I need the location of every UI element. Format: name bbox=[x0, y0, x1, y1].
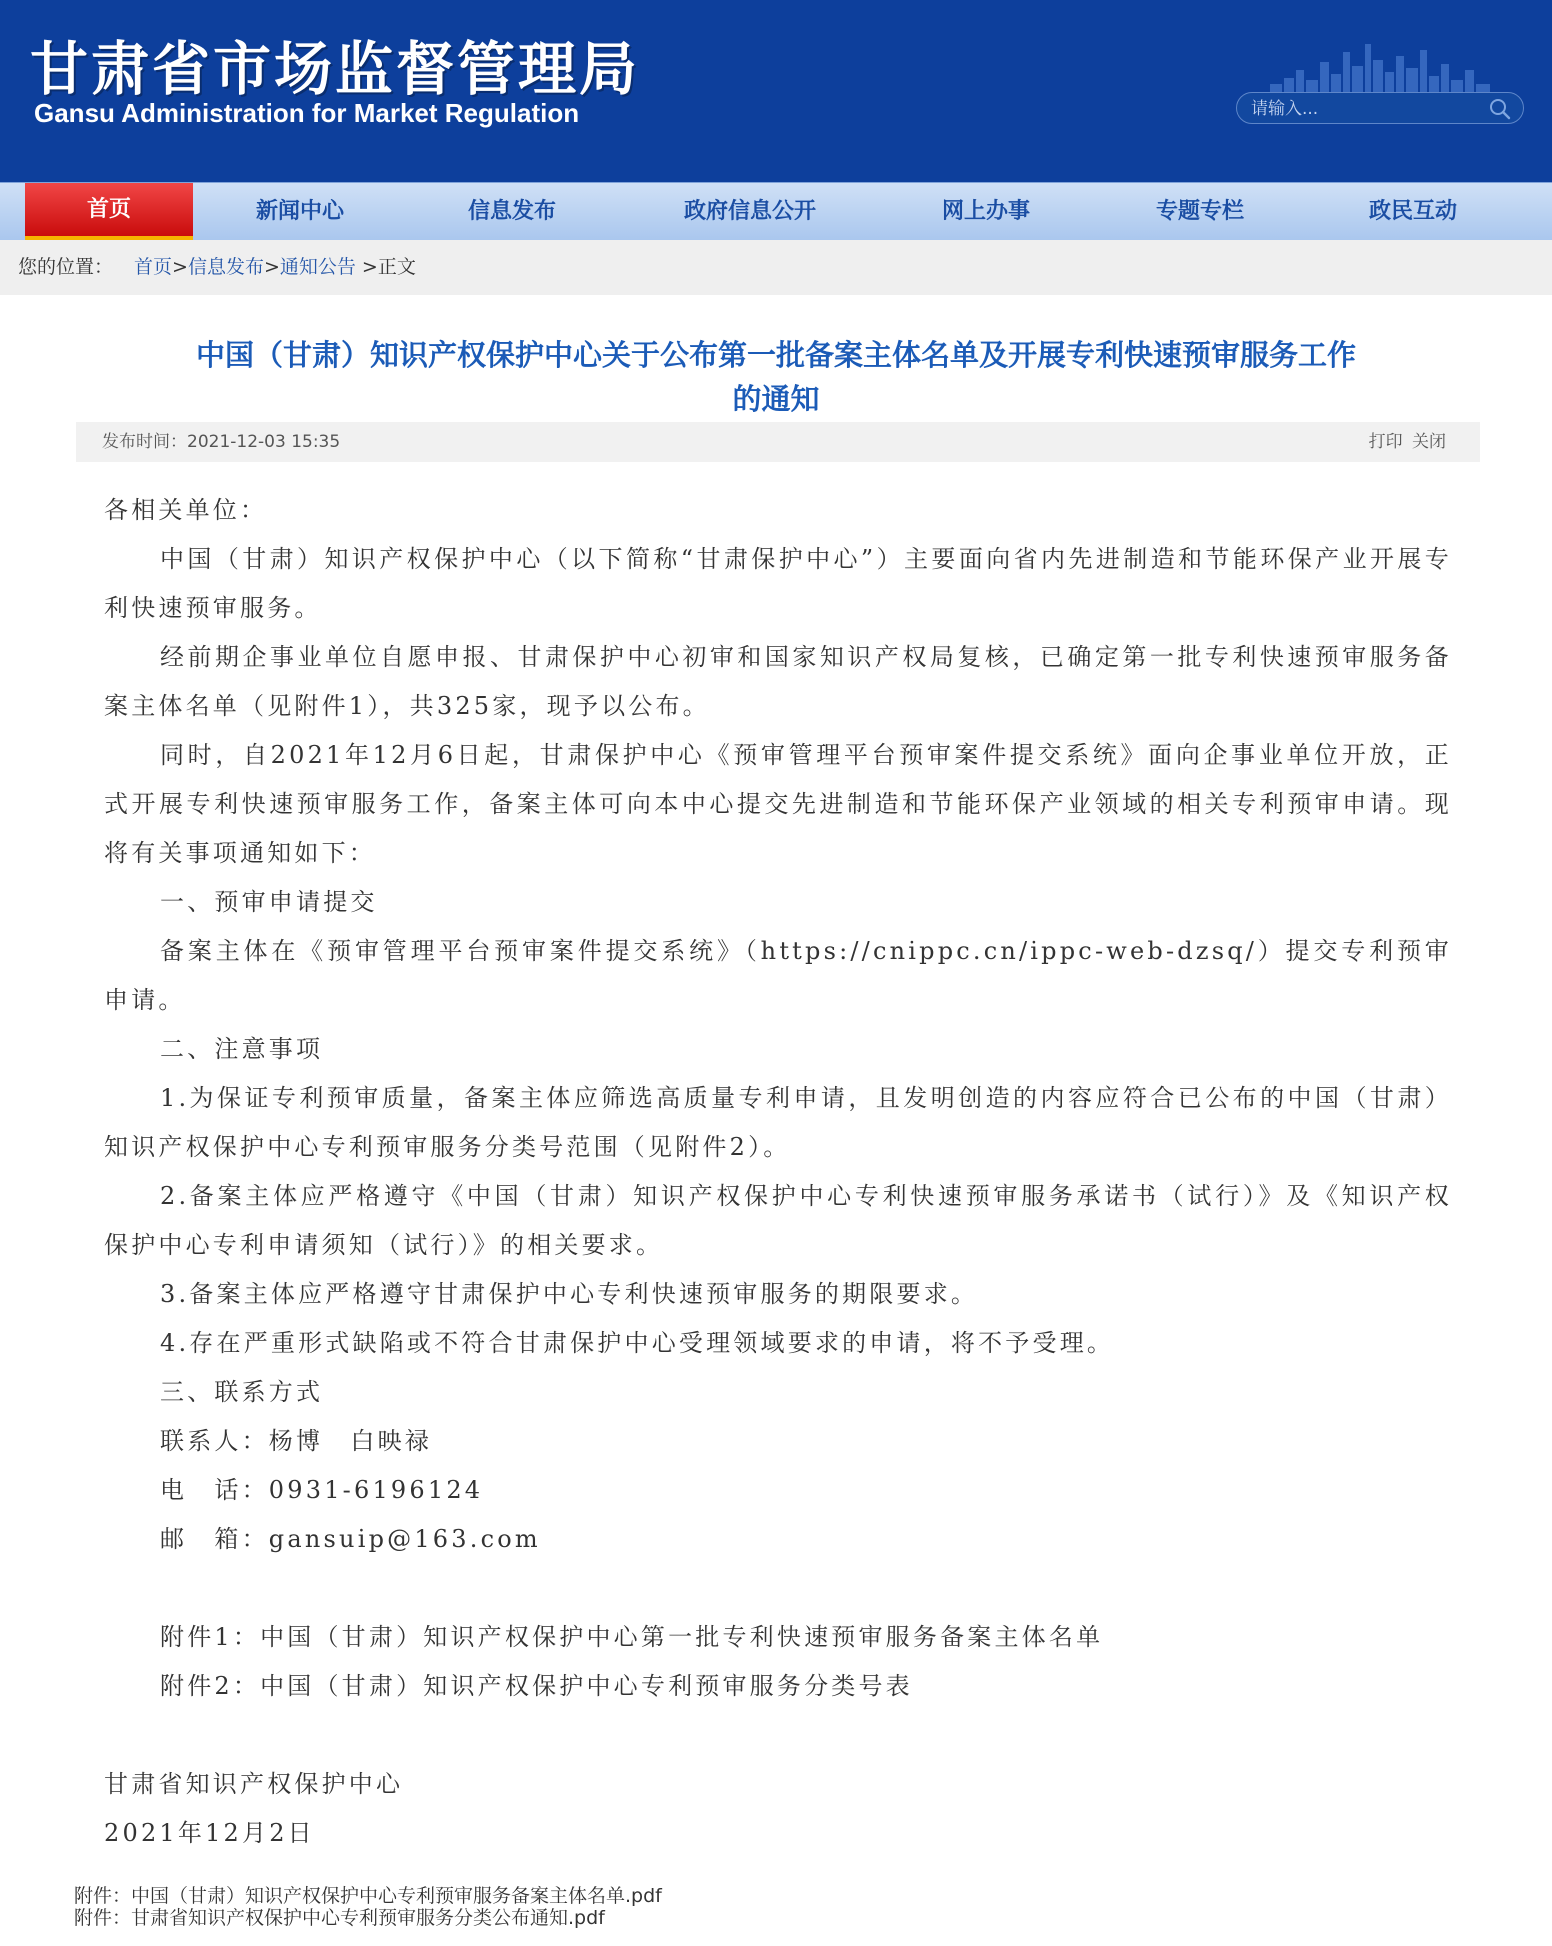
contact-email: 邮 箱：gansuip@163.com bbox=[160, 1525, 541, 1553]
breadcrumb bbox=[0, 240, 1552, 295]
spacer bbox=[104, 1564, 1452, 1613]
breadcrumb-home-link[interactable]: 首页 bbox=[134, 256, 173, 278]
appendix-item: 附件1：中国（甘肃）知识产权保护中心第一批专利快速预审服务备案主体名单 bbox=[160, 1623, 1104, 1651]
section-heading: 三、联系方式 bbox=[160, 1378, 324, 1406]
close-link[interactable]: 关闭 bbox=[1412, 432, 1446, 452]
paragraph: 同时，自2021年12月6日起，甘肃保护中心《预审管理平台预审案件提交系统》面向企事业单位开放，正式开展专利快速预审服务工作，备案主体可向本中心提交先进制造和节能环保产业领域的相关专利预审申请。现将有关事项通知如下： bbox=[104, 741, 1452, 867]
section-heading: 二、注意事项 bbox=[160, 1035, 324, 1063]
attachment-link[interactable]: 附件：中国（甘肃）知识产权保护中心专利预审服务备案主体名单.pdf bbox=[74, 1885, 662, 1907]
article-title-line: 的通知 bbox=[732, 382, 820, 416]
nav-item-online-service[interactable]: 网上办事 bbox=[941, 199, 1030, 224]
breadcrumb-separator: > bbox=[263, 256, 280, 278]
signature: 甘肃省知识产权保护中心 bbox=[104, 1770, 404, 1798]
search-icon[interactable] bbox=[1489, 98, 1511, 120]
attachment-list bbox=[74, 1885, 662, 1929]
article-title bbox=[110, 333, 1442, 421]
paragraph: 中国（甘肃）知识产权保护中心（以下简称“甘肃保护中心”）主要面向省内先进制造和节能环保产业开展专利快速预审服务。 bbox=[104, 545, 1452, 622]
print-link[interactable]: 打印 bbox=[1368, 432, 1403, 452]
signature-date: 2021年12月2日 bbox=[104, 1819, 315, 1847]
article-meta-bar bbox=[76, 422, 1480, 462]
breadcrumb-label: 您的位置： bbox=[18, 256, 114, 278]
nav-item-info[interactable]: 信息发布 bbox=[467, 199, 556, 224]
breadcrumb-path bbox=[134, 240, 416, 295]
paragraph: 1.为保证专利预审质量，备案主体应筛选高质量专利申请，且发明创造的内容应符合已公布的中国（甘肃）知识产权保护中心专利预审服务分类号范围（见附件2）。 bbox=[104, 1084, 1452, 1161]
article-actions bbox=[1365, 422, 1446, 462]
contact-phone: 电 话：0931-6196124 bbox=[160, 1476, 484, 1504]
site-header bbox=[0, 0, 1552, 182]
paragraph: 经前期企事业单位自愿申报、甘肃保护中心初审和国家知识产权局复核，已确定第一批专利快速预审服务备案主体名单（见附件1），共325家，现予以公布。 bbox=[104, 643, 1452, 720]
article-title-line: 中国（甘肃）知识产权保护中心关于公布第一批备案主体名单及开展专利快速预审服务工作 bbox=[195, 338, 1356, 372]
paragraph: 备案主体在《预审管理平台预审案件提交系统》（https://cnippc.cn/ippc-web-dzsq/）提交专利预审申请。 bbox=[104, 937, 1452, 1014]
section-heading: 一、预审申请提交 bbox=[160, 888, 378, 916]
nav-item-gov-info[interactable]: 政府信息公开 bbox=[683, 199, 816, 224]
nav-item-home[interactable]: 首页 bbox=[25, 183, 193, 241]
breadcrumb-separator: > bbox=[172, 256, 188, 278]
nav-item-special[interactable]: 专题专栏 bbox=[1155, 199, 1244, 224]
attachment-link[interactable]: 附件：甘肃省知识产权保护中心专利预审服务分类公布通知.pdf bbox=[74, 1907, 605, 1929]
site-title: 甘肃省市场监督管理局 bbox=[30, 35, 641, 103]
breadcrumb-notice-link[interactable]: 通知公告 bbox=[279, 256, 356, 278]
paragraph: 4.存在严重形式缺陷或不符合甘肃保护中心受理领域要求的申请，将不予受理。 bbox=[160, 1329, 1115, 1357]
publish-date: 发布时间：2021-12-03 15:35 bbox=[102, 432, 341, 452]
spacer bbox=[104, 1711, 1452, 1760]
breadcrumb-info-link[interactable]: 信息发布 bbox=[187, 256, 264, 278]
nav-item-interaction[interactable]: 政民互动 bbox=[1368, 199, 1457, 224]
search-box bbox=[1236, 92, 1524, 124]
city-skyline-icon bbox=[1270, 40, 1500, 100]
contact-person: 联系人：杨博 白映禄 bbox=[160, 1427, 432, 1455]
paragraph: 3.备案主体应严格遵守甘肃保护中心专利快速预审服务的期限要求。 bbox=[160, 1280, 979, 1308]
nav-item-news[interactable]: 新闻中心 bbox=[255, 199, 344, 224]
article-content bbox=[104, 486, 1452, 1858]
search-input[interactable] bbox=[1251, 97, 1481, 121]
paragraph: 2.备案主体应严格遵守《中国（甘肃）知识产权保护中心专利快速预审服务承诺书（试行）》及《知识产权保护中心专利申请须知（试行）》的相关要求。 bbox=[104, 1182, 1452, 1259]
appendix-item: 附件2：中国（甘肃）知识产权保护中心专利预审服务分类号表 bbox=[160, 1672, 913, 1700]
salutation: 各相关单位： bbox=[104, 496, 268, 524]
main-nav bbox=[0, 182, 1552, 240]
breadcrumb-current: >正文 bbox=[355, 256, 416, 278]
site-subtitle: Gansu Administration for Market Regulation bbox=[34, 98, 580, 128]
